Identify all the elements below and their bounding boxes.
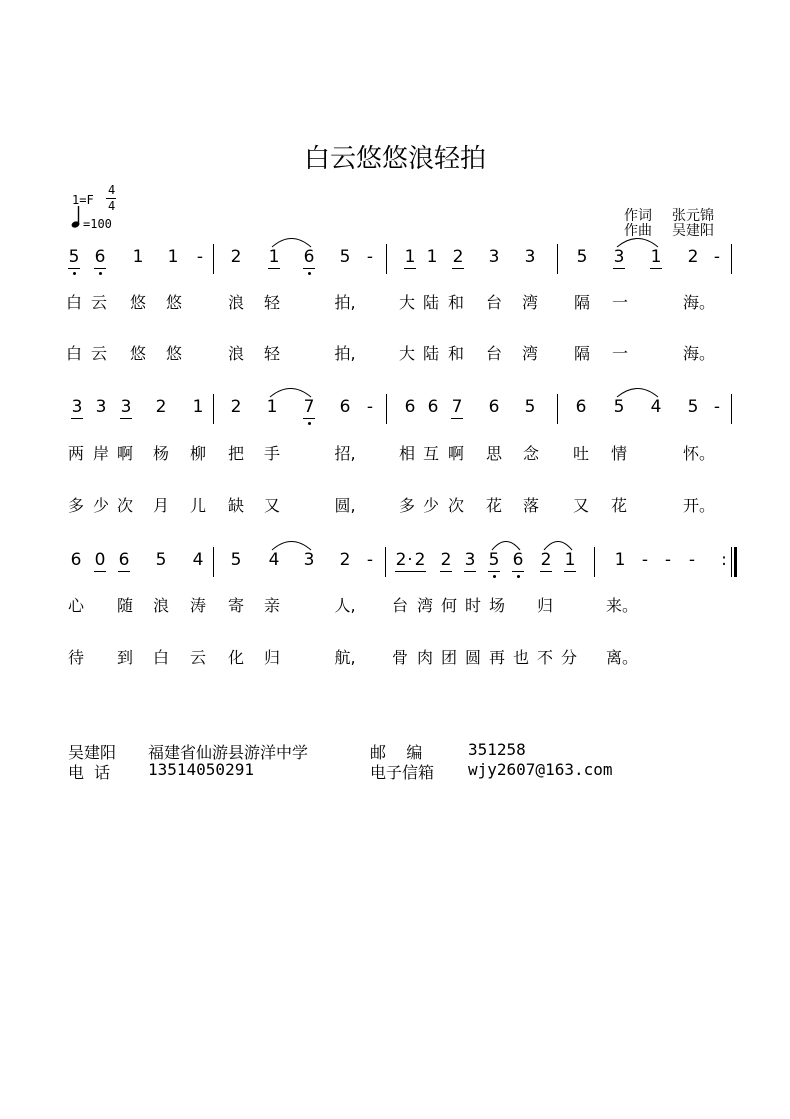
lyric-char: 场 [488, 596, 506, 615]
octave-dot [73, 272, 76, 275]
note: 2 [540, 550, 552, 570]
note: 5 [613, 397, 625, 417]
note: 1 [650, 247, 662, 267]
postcode-label: 邮 编 [370, 743, 423, 762]
lyric-char: 时 [464, 596, 482, 615]
sustain-dash: - [641, 550, 649, 570]
note: 2 [687, 247, 699, 267]
tie-arc [490, 537, 522, 551]
note: 4 [650, 397, 662, 417]
lyric-char: 也 [512, 648, 530, 667]
note: 2 [395, 550, 407, 570]
sustain-dash: - [713, 247, 721, 267]
note: 5 [155, 550, 167, 570]
lyric-char: 大 [398, 293, 416, 312]
note: 2 [230, 397, 242, 417]
lyric-char: 海。 [682, 344, 716, 363]
lyric-char: 湾 [521, 293, 539, 312]
lyric-char: 不 [536, 648, 554, 667]
note: 6 [512, 550, 524, 570]
lyric-char: 白 [152, 648, 170, 667]
final-barline-thin [731, 547, 732, 577]
note: 6 [575, 397, 587, 417]
sustain-dash: - [664, 550, 672, 570]
lyric-char: 陆 [422, 293, 440, 312]
note: 6 [94, 247, 106, 267]
note: 2 [155, 397, 167, 417]
note: 3 [120, 397, 132, 417]
octave-dot [493, 575, 496, 578]
eighth-underline [118, 571, 130, 572]
lyric-char: 儿 [189, 496, 207, 515]
lyric-char: 归 [536, 596, 554, 615]
lyric-char: 又 [263, 496, 281, 515]
email-value: wjy2607@163.com [468, 760, 613, 779]
composer-name: 吴建阳 [672, 223, 714, 239]
lyric-char: 圆 [464, 648, 482, 667]
lyric-char: 圆, [334, 496, 356, 515]
lyric-char: 缺 [227, 496, 245, 515]
note: 1 [167, 247, 179, 267]
key-signature: 1=F [72, 193, 94, 207]
note: 6 [118, 550, 130, 570]
note: 2 [414, 550, 426, 570]
lyric-char: 互 [422, 444, 440, 463]
barline [213, 244, 214, 274]
lyric-char: 湾 [416, 596, 434, 615]
email-label: 电子信箱 [370, 763, 435, 782]
lyric-char: 多 [67, 496, 85, 515]
eighth-underline [512, 571, 524, 572]
note: 5 [339, 247, 351, 267]
note: 3 [524, 247, 536, 267]
lyric-char: 花 [610, 496, 628, 515]
note: 6 [70, 550, 82, 570]
note: 6 [339, 397, 351, 417]
barline [731, 244, 732, 274]
lyric-char: 心 [67, 596, 85, 615]
note: 4 [192, 550, 204, 570]
lyric-char: 到 [116, 648, 134, 667]
lyric-char: 海。 [682, 293, 716, 312]
lyric-char: 招, [334, 444, 356, 463]
note: 5 [68, 247, 80, 267]
lyric-char: 吐 [572, 444, 590, 463]
note: 3 [488, 247, 500, 267]
octave-dot [308, 422, 311, 425]
lyric-char: 云 [90, 293, 108, 312]
lyric-char: 把 [227, 444, 245, 463]
eighth-underline [68, 268, 80, 269]
postcode-value: 351258 [468, 740, 526, 759]
note: 4 [268, 550, 280, 570]
lyric-char: 随 [116, 596, 134, 615]
tie-arc [270, 234, 313, 248]
eighth-underline [464, 571, 476, 572]
tie-arc [615, 234, 660, 248]
lyric-char: 少 [92, 496, 110, 515]
lyric-char: 人, [334, 596, 356, 615]
barline [385, 547, 386, 577]
eighth-underline [440, 571, 452, 572]
note: 0 [94, 550, 106, 570]
tie-arc [268, 384, 313, 398]
eighth-underline [414, 571, 426, 572]
lyric-char: 两 [67, 444, 85, 463]
note: 7 [451, 397, 463, 417]
eighth-underline [488, 571, 500, 572]
eighth-underline [404, 268, 416, 269]
eighth-underline [452, 268, 464, 269]
phone-label: 电 话 [68, 763, 111, 782]
quarter-note-icon [71, 205, 83, 233]
lyric-char: 杨 [152, 444, 170, 463]
lyric-char: 相 [398, 444, 416, 463]
lyricist-name: 张元锦 [672, 208, 714, 224]
sustain-dash: - [366, 550, 374, 570]
eighth-underline [540, 571, 552, 572]
final-barline-thick [734, 547, 737, 577]
lyric-char: 月 [152, 496, 170, 515]
lyric-char: 念 [522, 444, 540, 463]
barline [557, 394, 558, 424]
eighth-underline [451, 418, 463, 419]
note: 1 [404, 247, 416, 267]
barline [213, 547, 214, 577]
octave-dot [517, 575, 520, 578]
octave-dot [308, 272, 311, 275]
lyric-char: 次 [447, 496, 465, 515]
eighth-underline [120, 418, 132, 419]
barline [213, 394, 214, 424]
lyric-char: 陆 [422, 344, 440, 363]
note: 2 [452, 247, 464, 267]
lyric-char: 团 [440, 648, 458, 667]
eighth-underline [268, 268, 280, 269]
note: 2 [339, 550, 351, 570]
lyric-char: 浪 [227, 293, 245, 312]
barline [594, 547, 595, 577]
lyric-char: 台 [391, 596, 409, 615]
eighth-underline [303, 418, 315, 419]
lyric-char: 一 [611, 344, 629, 363]
time-signature-bottom: 4 [108, 199, 116, 213]
tie-arc [615, 384, 660, 398]
note: 2 [440, 550, 452, 570]
lyric-char: 再 [488, 648, 506, 667]
lyric-char: 白 [65, 293, 83, 312]
lyric-char: 悠 [165, 344, 183, 363]
lyric-char: 归 [263, 648, 281, 667]
lyric-char: 离。 [605, 648, 639, 667]
lyric-char: 寄 [227, 596, 245, 615]
barline [386, 244, 387, 274]
lyric-char: 台 [485, 344, 503, 363]
note: 5 [524, 397, 536, 417]
lyric-char: 肉 [416, 648, 434, 667]
lyric-char: 啊 [447, 444, 465, 463]
lyric-char: 开。 [682, 496, 716, 515]
note: 6 [427, 397, 439, 417]
lyric-char: 大 [398, 344, 416, 363]
sustain-dash: - [688, 550, 696, 570]
lyric-char: 骨 [391, 648, 409, 667]
tie-arc [542, 537, 574, 551]
lyric-char: 又 [572, 496, 590, 515]
eighth-underline [303, 268, 315, 269]
lyric-char: 化 [227, 648, 245, 667]
lyric-char: 情 [610, 444, 628, 463]
lyric-char: 啊 [116, 444, 134, 463]
lyric-char: 轻 [263, 293, 281, 312]
eighth-underline [94, 571, 106, 572]
lyric-char: 拍, [334, 344, 356, 363]
note: 6 [488, 397, 500, 417]
lyric-char: 次 [116, 496, 134, 515]
lyric-char: 待 [67, 648, 85, 667]
note: 3 [464, 550, 476, 570]
lyric-char: 浪 [227, 344, 245, 363]
phone-value: 13514050291 [148, 760, 254, 779]
lyric-char: 岸 [92, 444, 110, 463]
note: 1 [132, 247, 144, 267]
note: 2 [230, 247, 242, 267]
eighth-underline [564, 571, 576, 572]
lyric-char: 思 [485, 444, 503, 463]
lyric-char: 柳 [189, 444, 207, 463]
eighth-underline [94, 268, 106, 269]
barline [731, 394, 732, 424]
time-signature-top: 4 [108, 183, 116, 197]
note: 5 [687, 397, 699, 417]
lyric-char: 一 [611, 293, 629, 312]
tie-arc [270, 537, 313, 551]
lyric-char: 少 [422, 496, 440, 515]
lyric-char: 分 [560, 648, 578, 667]
lyric-char: 湾 [521, 344, 539, 363]
lyric-char: 航, [334, 648, 356, 667]
lyric-char: 悠 [165, 293, 183, 312]
lyric-char: 多 [398, 496, 416, 515]
note: 1 [614, 550, 626, 570]
note: 3 [613, 247, 625, 267]
note: : [721, 550, 727, 570]
lyric-char: 何 [440, 596, 458, 615]
lyric-char: 亲 [263, 596, 281, 615]
lyric-char: 和 [447, 344, 465, 363]
lyric-char: 浪 [152, 596, 170, 615]
note: 1 [266, 397, 278, 417]
note: 5 [488, 550, 500, 570]
sustain-dash: - [366, 247, 374, 267]
note: 3 [71, 397, 83, 417]
note: 6 [404, 397, 416, 417]
note: 3 [303, 550, 315, 570]
note: 7 [303, 397, 315, 417]
note: 1 [192, 397, 204, 417]
sustain-dash: - [196, 247, 204, 267]
lyric-char: 怀。 [682, 444, 716, 463]
tempo-value: =100 [83, 217, 112, 231]
lyric-char: 和 [447, 293, 465, 312]
note: 1 [426, 247, 438, 267]
octave-dot [99, 272, 102, 275]
author-address: 福建省仙游县游洋中学 [148, 743, 309, 762]
lyric-char: 隔 [573, 293, 591, 312]
note: · [407, 550, 413, 570]
composer-label: 作曲 [624, 223, 652, 239]
eighth-underline [613, 268, 625, 269]
note: 5 [576, 247, 588, 267]
lyric-char: 涛 [189, 596, 207, 615]
author-name: 吴建阳 [68, 743, 117, 762]
lyric-char: 悠 [129, 344, 147, 363]
sustain-dash: - [713, 397, 721, 417]
eighth-underline [650, 268, 662, 269]
lyric-char: 悠 [129, 293, 147, 312]
note: 5 [230, 550, 242, 570]
sustain-dash: - [366, 397, 374, 417]
lyric-char: 轻 [263, 344, 281, 363]
lyric-char: 云 [189, 648, 207, 667]
lyric-char: 云 [90, 344, 108, 363]
lyric-char: 花 [485, 496, 503, 515]
note: 1 [564, 550, 576, 570]
note: 3 [95, 397, 107, 417]
lyricist-label: 作词 [624, 208, 652, 224]
barline [386, 394, 387, 424]
lyric-char: 手 [263, 444, 281, 463]
note: 1 [268, 247, 280, 267]
lyric-char: 隔 [573, 344, 591, 363]
eighth-underline [71, 418, 83, 419]
lyric-char: 台 [485, 293, 503, 312]
note: 6 [303, 247, 315, 267]
barline [557, 244, 558, 274]
lyric-char: 白 [65, 344, 83, 363]
lyric-char: 拍, [334, 293, 356, 312]
song-title: 白云悠悠浪轻拍 [303, 144, 486, 174]
lyric-char: 落 [522, 496, 540, 515]
lyric-char: 来。 [605, 596, 639, 615]
